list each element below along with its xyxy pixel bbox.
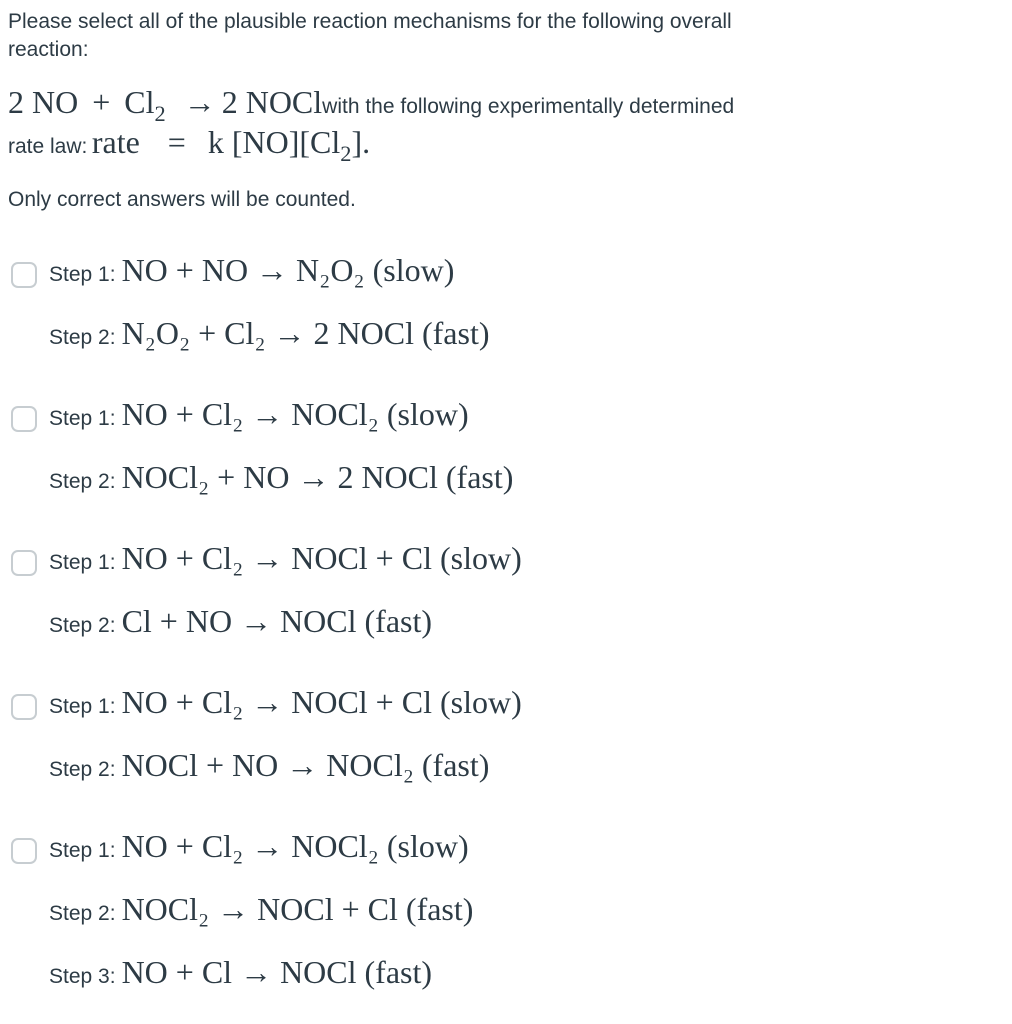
step-equation: NO + Cl₂ → NOCl₂ (slow) [121, 828, 469, 864]
option-3-step-2 [49, 603, 432, 640]
overall-reactant-2-sub: 2 [154, 100, 166, 126]
step-label: Step 2: [49, 902, 116, 925]
option-2-step-2 [49, 459, 513, 496]
option-1-step-2 [49, 315, 490, 352]
question-intro-line1: Please select all of the plausible reaction mechanisms for the following overall [8, 10, 732, 33]
option-5-step-3 [49, 954, 432, 991]
overall-product: 2 NOCl [221, 84, 323, 120]
rate-law: rate law: rate = k $[NO][Cl_2]$. [8, 124, 371, 166]
step-equation: N₂O₂ + Cl₂ → 2 NOCl (fast) [121, 315, 490, 351]
option-1-step-1 [49, 252, 454, 289]
step-label: Step 2: [49, 614, 116, 637]
rate-law-lhs: rate [91, 124, 140, 160]
option-3-step-1 [49, 540, 522, 577]
overall-reaction: 2 NO + $Cl_2 \to 2$ NOClwith the following experimentally determined [8, 84, 735, 126]
overall-reactant-1: 2 NO [8, 84, 79, 120]
step-equation: Cl + NO → NOCl (fast) [121, 603, 433, 639]
option-5-step-2 [49, 891, 473, 928]
rate-law-rhs-end: ]. [351, 124, 371, 160]
option-4-step-2 [49, 747, 489, 784]
step-label: Step 1: [49, 551, 116, 574]
step-equation: NOCl + NO → NOCl₂ (fast) [121, 747, 490, 783]
overall-reactant-2: Cl [124, 84, 155, 120]
question-intro-line2: reaction: [8, 38, 89, 61]
step-label: Step 2: [49, 758, 116, 781]
step-equation: NO + NO → N₂O₂ (slow) [121, 252, 455, 288]
step-equation: NO + Cl₂ → NOCl₂ (slow) [121, 396, 469, 432]
step-label: Step 1: [49, 695, 116, 718]
option-2-step-1 [49, 396, 469, 433]
overall-trailing-text: with the following experimentally determined [322, 95, 735, 118]
option-4-step-1 [49, 684, 522, 721]
question-note: Only correct answers will be counted. [8, 188, 356, 211]
step-label: Step 3: [49, 965, 116, 988]
option-3-checkbox[interactable] [11, 550, 37, 576]
option-2-checkbox[interactable] [11, 406, 37, 432]
step-label: Step 2: [49, 470, 116, 493]
option-5-checkbox[interactable] [11, 838, 37, 864]
option-1-checkbox[interactable] [11, 262, 37, 288]
step-equation: NO + Cl₂ → NOCl + Cl (slow) [121, 540, 522, 576]
question-page [8, 0, 1008, 1024]
step-label: Step 2: [49, 326, 116, 349]
step-equation: NOCl₂ + NO → 2 NOCl (fast) [121, 459, 514, 495]
step-label: Step 1: [49, 407, 116, 430]
rate-law-rhs: k [NO][Cl [207, 124, 341, 160]
option-4-checkbox[interactable] [11, 694, 37, 720]
step-equation: NO + Cl → NOCl (fast) [121, 954, 433, 990]
step-equation: NOCl₂ → NOCl + Cl (fast) [121, 891, 474, 927]
rate-law-rhs-sub: 2 [340, 140, 352, 166]
step-label: Step 1: [49, 263, 116, 286]
step-equation: NO + Cl₂ → NOCl + Cl (slow) [121, 684, 522, 720]
rate-law-label: rate law: [8, 135, 88, 158]
option-5-step-1 [49, 828, 469, 865]
step-label: Step 1: [49, 839, 116, 862]
